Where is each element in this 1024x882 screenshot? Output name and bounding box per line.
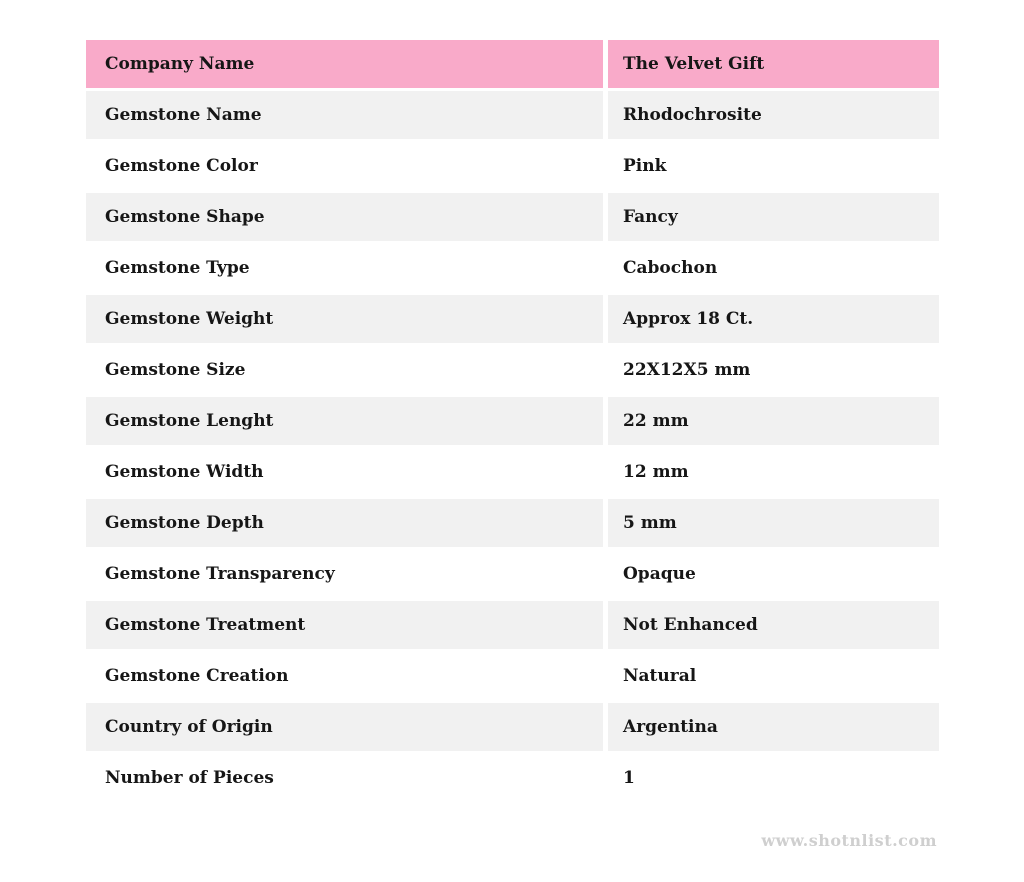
row-label-cell: Gemstone Color bbox=[86, 142, 603, 190]
row-value-cell: Opaque bbox=[608, 550, 939, 598]
row-value-cell: Approx 18 Ct. bbox=[608, 295, 939, 343]
row-value-cell: Cabochon bbox=[608, 244, 939, 292]
header-label-cell: Company Name bbox=[86, 40, 603, 88]
row-value-cell: Natural bbox=[608, 652, 939, 700]
row-label-cell: Gemstone Shape bbox=[86, 193, 603, 241]
row-label-cell: Gemstone Size bbox=[86, 346, 603, 394]
row-label-cell: Number of Pieces bbox=[86, 754, 603, 802]
row-value-cell: 22X12X5 mm bbox=[608, 346, 939, 394]
row-label-cell: Gemstone Type bbox=[86, 244, 603, 292]
row-label-cell: Gemstone Transparency bbox=[86, 550, 603, 598]
watermark-text: www.shotnlist.com bbox=[761, 831, 937, 850]
row-value-cell: 22 mm bbox=[608, 397, 939, 445]
row-label-cell: Gemstone Weight bbox=[86, 295, 603, 343]
row-value-cell: 1 bbox=[608, 754, 939, 802]
row-label-cell: Gemstone Creation bbox=[86, 652, 603, 700]
row-value-cell: Fancy bbox=[608, 193, 939, 241]
row-value-cell: Rhodochrosite bbox=[608, 91, 939, 139]
row-value-cell: Not Enhanced bbox=[608, 601, 939, 649]
row-label-cell: Gemstone Name bbox=[86, 91, 603, 139]
header-value-cell: The Velvet Gift bbox=[608, 40, 939, 88]
row-label-cell: Country of Origin bbox=[86, 703, 603, 751]
row-label-cell: Gemstone Width bbox=[86, 448, 603, 496]
row-value-cell: Pink bbox=[608, 142, 939, 190]
row-value-cell: 12 mm bbox=[608, 448, 939, 496]
row-label-cell: Gemstone Depth bbox=[86, 499, 603, 547]
row-label-cell: Gemstone Lenght bbox=[86, 397, 603, 445]
row-label-cell: Gemstone Treatment bbox=[86, 601, 603, 649]
row-value-cell: Argentina bbox=[608, 703, 939, 751]
row-value-cell: 5 mm bbox=[608, 499, 939, 547]
gemstone-details-table bbox=[86, 40, 939, 802]
